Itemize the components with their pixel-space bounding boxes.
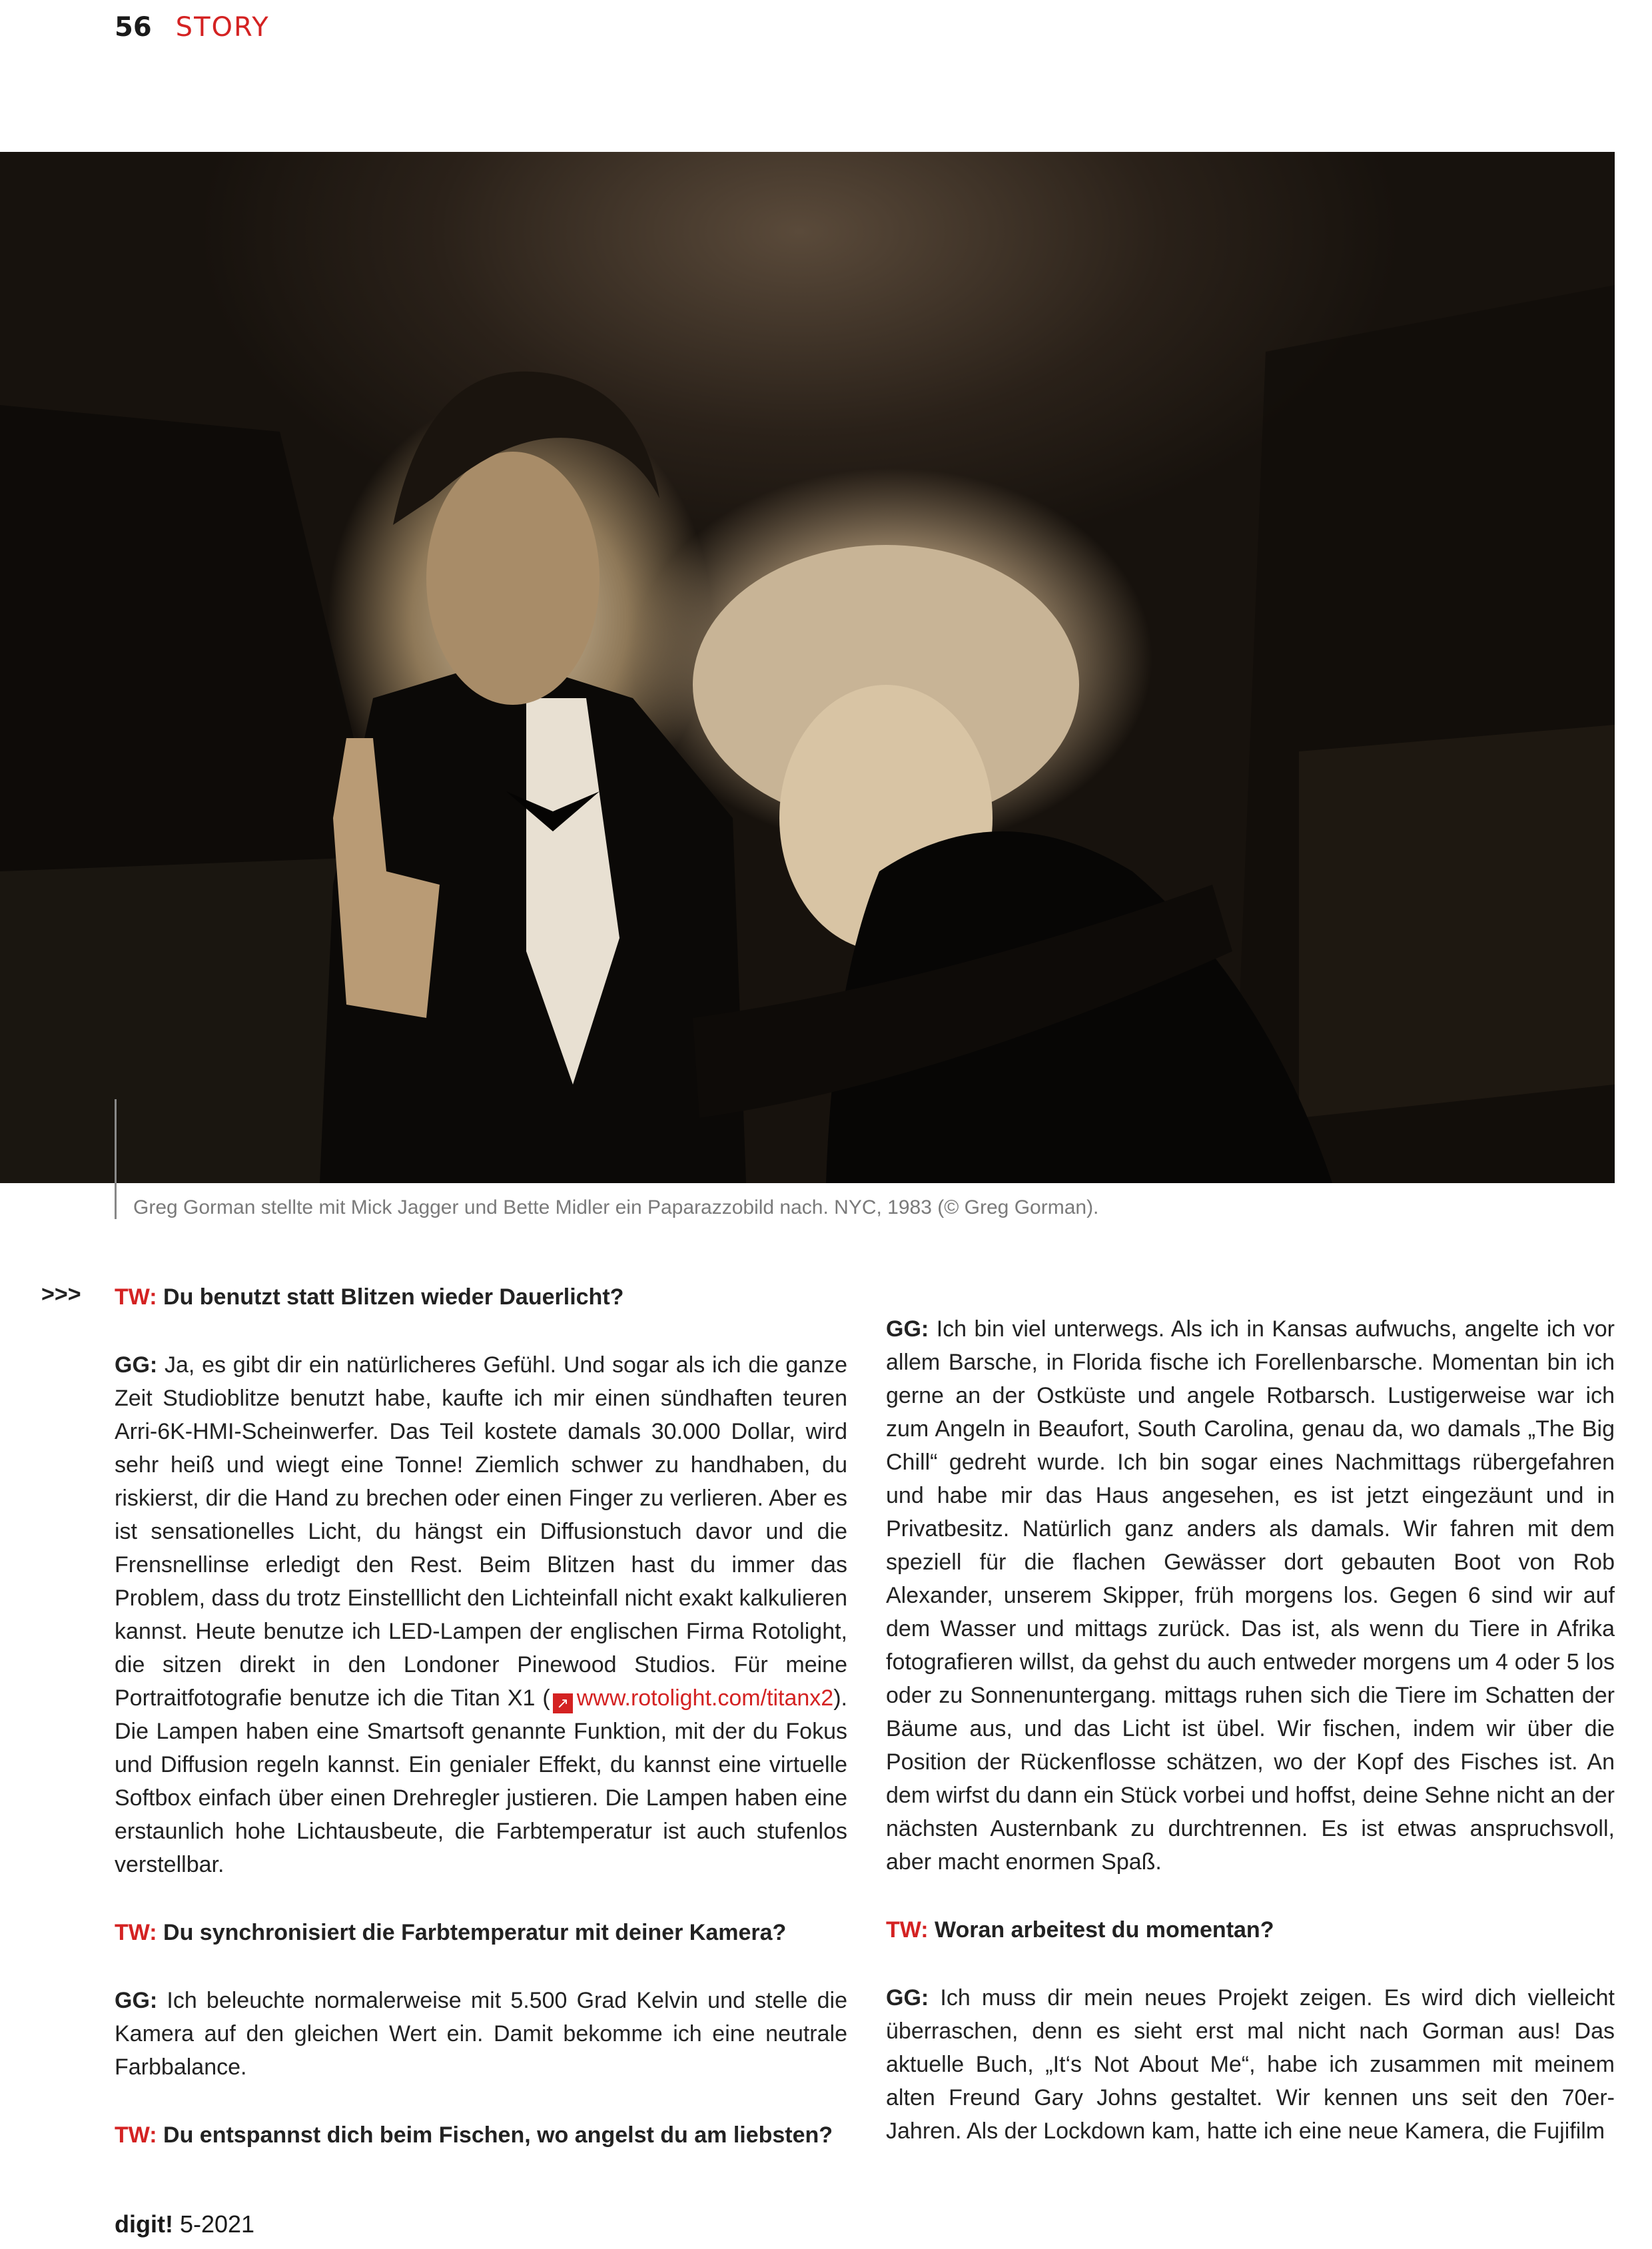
question-4: TW: Woran arbeitest du momentan? bbox=[886, 1917, 1274, 1943]
answer-2: GG: Ich beleuchte normalerweise mit 5.500 Grad Kelvin und stelle die Kamera auf den gleichen Wert ein. Damit bekomme ich eine neutrale Farbbalance. bbox=[115, 1988, 847, 2080]
caption-rule bbox=[115, 1099, 117, 1219]
external-link-icon: ↗ bbox=[553, 1693, 573, 1713]
question-2: TW: Du synchronisiert die Farbtemperatur mit deiner Kamera? bbox=[115, 1920, 787, 1945]
question-3: TW: Du entspannst dich beim Fischen, wo angelst du am liebsten? bbox=[115, 2122, 833, 2148]
article-column-left bbox=[115, 1280, 847, 2186]
answer-4: GG: Ich muss dir mein neues Projekt zeigen. Es wird dich vielleicht überraschen, denn es sieht erst mal nicht nach Gorman aus! Das aktuelle Buch, „It‘s Not About Me“, habe ich zusammen mit meinem alten Freund Gary Johns gestaltet. Wir kennen uns seit den 70er-Jahren. Als der Lockdown kam, hatte ich eine neue Kamera, die Fujifilm bbox=[886, 1985, 1615, 2144]
photo-caption: Greg Gorman stellte mit Mick Jagger und Bette Midler ein Paparazzobild nach. NYC, 1983 (© Greg Gorman). bbox=[133, 1196, 1099, 1218]
photo-illustration bbox=[0, 152, 1615, 1183]
section-label: STORY bbox=[175, 12, 270, 43]
rotolight-link[interactable]: www.rotolight.com/titanx2 bbox=[576, 1685, 834, 1711]
continuation-marker: >>> bbox=[41, 1282, 81, 1307]
page-footer bbox=[115, 2210, 254, 2238]
answer-1: GG: Ja, es gibt dir ein natürlicheres Gefühl. Und sogar als ich die ganze Zeit Studioblitze benutzt habe, kaufte ich mir einen sündhaften teuren Arri-6K-HMI-Scheinwerfer. Das Teil kostete damals 30.000 Dollar, wird sehr heiß und wiegt eine Tonne! Ziemlich schwer zu handhaben, du riskierst, dir die Hand zu brechen oder einen Finger zu verlieren. Aber es ist sensationelles Licht, du hängst ein Diffusionstuch davor und die Frensnellinse erledigt den Rest. Beim Blitzen hast du immer das Problem, dass du trotz Einstelllicht den Lichteinfall nicht exakt kalkulieren kannst. Heute benutze ich LED-Lampen der englischen Firma Rotolight, die sitzen direkt in den Londoner Pinewood Studios. Für meine Portraitfotografie benutze ich die Titan X1 ( ↗ www.rotolight.com/titanx2). Die Lampen haben eine Smartsoft genannte Funktion, mit der du Fokus und Diffusion regeln kannst. Ein genialer Effekt, du kannst eine virtuelle Softbox einfach über einen Drehregler justieren. Die Lampen haben eine erstaunlich hohe Lichtausbeute, die Farbtemperatur ist auch stufenlos verstellbar. bbox=[115, 1352, 847, 1877]
issue-label: 5-2021 bbox=[173, 2210, 255, 2238]
page-header bbox=[115, 12, 270, 52]
article-column-right bbox=[886, 1312, 1615, 2182]
question-1: TW: Du benutzt statt Blitzen wieder Dauerlicht? bbox=[115, 1284, 624, 1310]
page-number: 56 bbox=[115, 12, 152, 43]
article-photo bbox=[0, 152, 1615, 1183]
magazine-name: digit! bbox=[115, 2210, 173, 2238]
answer-3: GG: Ich bin viel unterwegs. Als ich in Kansas aufwuchs, angelte ich vor allem Barsche, in Florida fische ich Forellenbarsche. Momentan bin ich gerne an der Ostküste und angele Rotbarsch. Lustigerweise war ich zum Angeln in Beaufort, South Carolina, genau da, wo damals „The Big Chill“ gedreht wurde. Ich bin sogar eines Nachmittags rübergefahren und habe mir das Haus angesehen, es ist jetzt eingezäunt und in Privatbesitz. Natürlich ganz anders als damals. Wir fahren mit dem speziell für die flachen Gewässer dort gebauten Boot von Rob Alexander, unserem Skipper, früh morgens los. Gegen 6 sind wir auf dem Wasser und mittags zurück. Das ist, als wenn du Tiere in Afrika fotografieren willst, da gehst du auch entweder morgens um 4 oder 5 los oder zu Sonnenuntergang. mittags ruhen sich die Tiere im Schatten der Bäume aus, und das Licht ist übel. Wir fischen, indem wir über die Position der Rückenflosse schätzen, wo der Kopf des Fisches ist. An dem wirfst du dann ein Stück vorbei und hoffst, deine Sehne nicht an der nächsten Austernbank zu durchtrennen. Es ist etwas anspruchsvoll, aber macht enormen Spaß. bbox=[886, 1316, 1615, 1875]
